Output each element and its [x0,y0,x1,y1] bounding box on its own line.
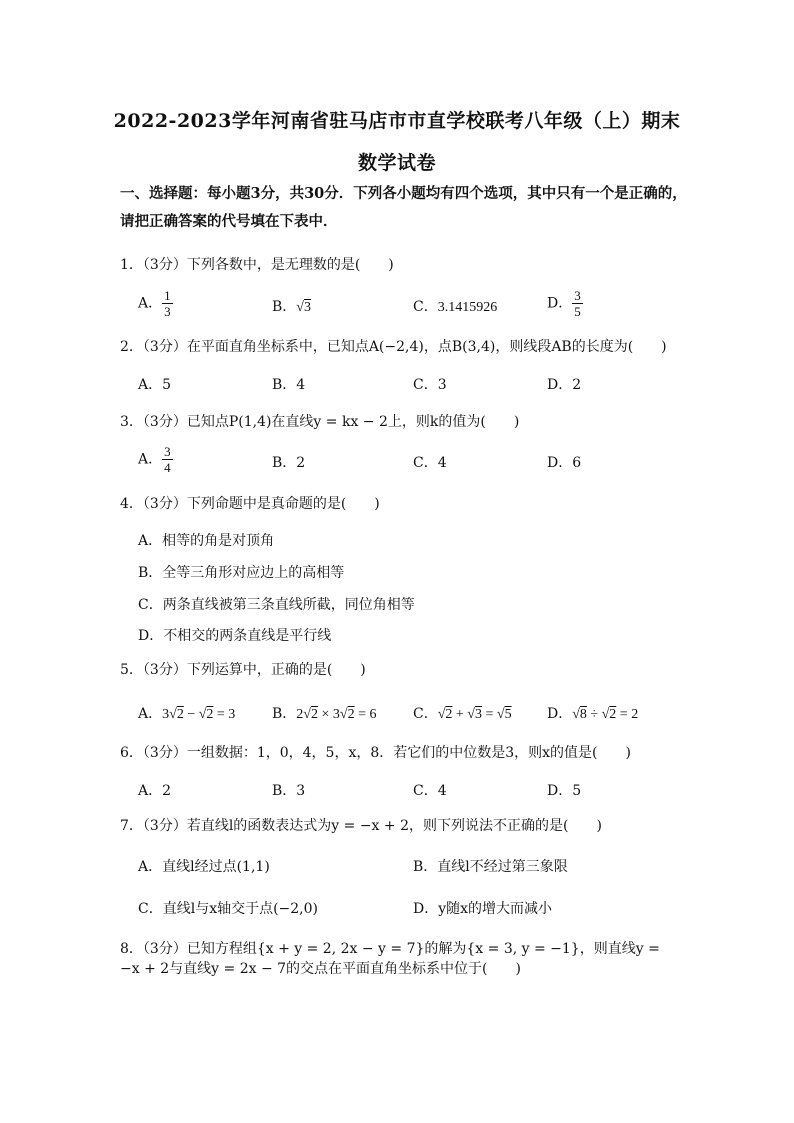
question-5-option-c: C．√2 + √3 = √5 [413,706,512,722]
question-2-option-c: C．3 [413,377,447,393]
question-3-option-c: C．4 [413,455,447,471]
question-5-option-d: D．√8 ÷ √2 = 2 [547,706,639,722]
question-1-stem: 1．（3分）下列各数中，是无理数的是( ) [120,257,394,273]
question-3-stem: 3．（3分）已知点P(1,4)在直线y = kx − 2上，则k的值为( ) [120,414,520,430]
question-6-option-a: A．2 [138,783,172,799]
question-2-option-d: D．2 [547,377,582,393]
question-3-option-b: B．2 [272,455,306,471]
question-7-option-c: C．直线l与x轴交于点(−2,0) [138,901,319,917]
question-8-stem: 8．（3分）已知方程组{x + y = 2, 2x − y = 7}的解为{x = 3, y = −1}，则直线y = −x + 2与直线y = 2x − 7的交点在平面直角坐标系中位于( ) [120,941,660,977]
question-6-option-d: D．5 [547,783,582,799]
question-5-stem: 5．（3分）下列运算中，正确的是( ) [120,662,366,678]
question-2-stem: 2．（3分）在平面直角坐标系中，已知点A(−2,4)，点B(3,4)，则线段AB的长度为( ) [120,339,667,355]
question-6-option-c: C．4 [413,783,447,799]
question-3-option-a: A． $\frac{3}{4}$ [138,444,171,475]
question-4-option-d: D．不相交的两条直线是平行线 [138,628,332,644]
question-1-option-b: B．√3 [272,299,311,315]
question-3-option-d: D．6 [547,455,582,471]
question-7-stem: 7．（3分）若直线l的函数表达式为y = −x + 2，则下列说法不正确的是( ) [120,818,602,834]
exam-title-line2: 数学试卷 [357,152,436,174]
question-5-option-a: A．3√2 − √2 = 3 [138,706,236,722]
question-6-option-b: B．3 [272,783,306,799]
exam-title-line1: 2022-2023学年河南省驻马店市市直学校联考八年级（上）期末 [113,110,681,132]
question-4-option-c: C．两条直线被第三条直线所截，同位角相等 [138,597,415,613]
question-5-option-b: B．2√2 × 3√2 = 6 [272,706,377,722]
question-6-stem: 6．（3分）一组数据：1，0，4，5，x，8．若它们的中位数是3，则x的值是( ) [120,745,631,761]
question-1-option-a: A． $\frac{1}{3}$ [138,288,171,319]
question-1-option-d: D． $\frac{3}{5}$ [547,288,581,319]
question-4-option-a: A．相等的角是对顶角 [138,533,275,549]
question-7-option-d: D．y随x的增大而减小 [413,901,553,917]
question-7-option-a: A．直线l经过点(1,1) [138,859,270,875]
question-2-option-a: A．5 [138,377,172,393]
question-2-option-b: B．4 [272,377,306,393]
question-4-option-b: B．全等三角形对应边上的高相等 [138,565,345,581]
question-7-option-b: B．直线l不经过第三象限 [413,859,568,875]
section-heading: 一、选择题：每小题3分，共30分．下列各小题均有四个选项，其中只有一个是正确的，请把正确答案的代号填在下表中． [120,185,687,230]
question-4-stem: 4．（3分）下列命题中是真命题的是( ) [120,496,380,512]
question-1-option-c: C．3.1415926 [413,299,498,315]
